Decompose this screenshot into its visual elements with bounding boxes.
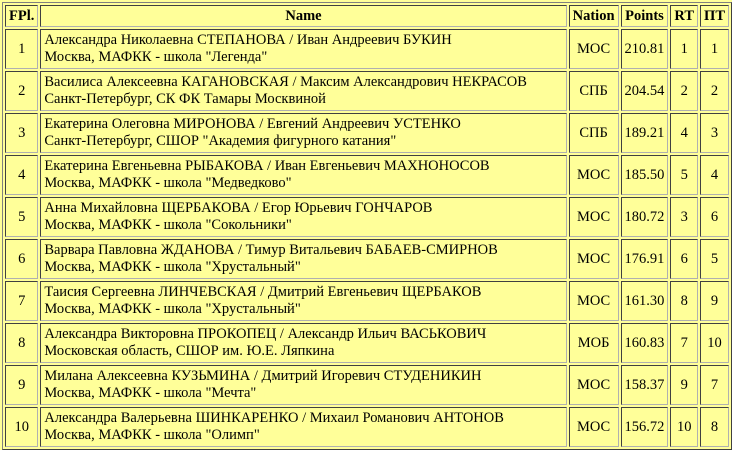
name-cell [40, 281, 566, 321]
rt-cell: 1 [670, 29, 698, 69]
header-name: Name [40, 5, 566, 27]
nation-cell: МОС [569, 365, 619, 405]
place-cell: 7 [5, 281, 38, 321]
name-cell [40, 407, 566, 447]
header-points: Points [621, 5, 669, 27]
rt-cell: 5 [670, 155, 698, 195]
table-row [5, 239, 729, 279]
rt-cell: 10 [670, 407, 698, 447]
rt-cell: 7 [670, 323, 698, 363]
rt-cell: 3 [670, 197, 698, 237]
pt-cell: 2 [700, 71, 729, 111]
pt-cell: 9 [700, 281, 729, 321]
pt-cell: 1 [700, 29, 729, 69]
table-row [5, 29, 729, 69]
header-rt: RT [670, 5, 698, 27]
place-cell: 6 [5, 239, 38, 279]
club-name: Москва, МАФКК - школа "Сокольники" [44, 217, 292, 233]
place-cell: 10 [5, 407, 38, 447]
pt-cell: 4 [700, 155, 729, 195]
pt-cell: 8 [700, 407, 729, 447]
rt-cell: 9 [670, 365, 698, 405]
pt-cell: 3 [700, 113, 729, 153]
place-cell: 1 [5, 29, 38, 69]
header-nation: Nation [569, 5, 619, 27]
pt-cell: 10 [700, 323, 729, 363]
nation-cell: МОС [569, 197, 619, 237]
table-row [5, 407, 729, 447]
name-cell [40, 113, 566, 153]
points-cell: 180.72 [621, 197, 669, 237]
header-fpl: FPl. [5, 5, 38, 27]
club-name: Москва, МАФКК - школа "Медведково" [44, 175, 292, 191]
nation-cell: МОБ [569, 323, 619, 363]
pair-names: Таисия Сергеевна ЛИНЧЕВСКАЯ / Дмитрий Евгеньевич ЩЕРБАКОВ [44, 284, 482, 300]
name-cell [40, 239, 566, 279]
place-cell: 9 [5, 365, 38, 405]
rt-cell: 8 [670, 281, 698, 321]
table-row [5, 197, 729, 237]
pair-names: Екатерина Евгеньевна РЫБАКОВА / Иван Евгеньевич МАХНОНОСОВ [44, 158, 490, 174]
pt-cell: 6 [700, 197, 729, 237]
points-cell: 189.21 [621, 113, 669, 153]
nation-cell: СПБ [569, 113, 619, 153]
place-cell: 5 [5, 197, 38, 237]
club-name: Московская область, СШОР им. Ю.Е. Ляпкина [44, 343, 335, 359]
pair-names: Александра Викторовна ПРОКОПЕЦ / Александр Ильич ВАСЬКОВИЧ [44, 326, 487, 342]
points-cell: 158.37 [621, 365, 669, 405]
rt-cell: 4 [670, 113, 698, 153]
table-row [5, 323, 729, 363]
table-row [5, 113, 729, 153]
pair-names: Александра Валерьевна ШИНКАРЕНКО / Михаил Романович АНТОНОВ [44, 410, 504, 426]
name-cell [40, 323, 566, 363]
points-cell: 210.81 [621, 29, 669, 69]
nation-cell: МОС [569, 407, 619, 447]
name-cell [40, 29, 566, 69]
nation-cell: МОС [569, 281, 619, 321]
place-cell: 3 [5, 113, 38, 153]
name-cell [40, 155, 566, 195]
club-name: Москва, МАФКК - школа "Легенда" [44, 49, 268, 65]
table-row [5, 365, 729, 405]
club-name: Москва, МАФКК - школа "Олимп" [44, 427, 260, 443]
place-cell: 4 [5, 155, 38, 195]
table-row [5, 155, 729, 195]
club-name: Москва, МАФКК - школа "Хрустальный" [44, 259, 301, 275]
rt-cell: 6 [670, 239, 698, 279]
pt-cell: 7 [700, 365, 729, 405]
rt-cell: 2 [670, 71, 698, 111]
points-cell: 204.54 [621, 71, 669, 111]
pair-names: Василиса Алексеевна КАГАНОВСКАЯ / Максим Александрович НЕКРАСОВ [44, 74, 527, 90]
pair-names: Варвара Павловна ЖДАНОВА / Тимур Витальевич БАБАЕВ-СМИРНОВ [44, 242, 498, 258]
pair-names: Александра Николаевна СТЕПАНОВА / Иван Андреевич БУКИН [44, 32, 452, 48]
place-cell: 8 [5, 323, 38, 363]
pair-names: Екатерина Олеговна МИРОНОВА / Евгений Андреевич УСТЕНКО [44, 116, 461, 132]
name-cell [40, 365, 566, 405]
results-body [5, 29, 729, 447]
pair-names: Милана Алексеевна КУЗЬМИНА / Дмитрий Игоревич СТУДЕНИКИН [44, 368, 482, 384]
nation-cell: СПБ [569, 71, 619, 111]
club-name: Москва, МАФКК - школа "Мечта" [44, 385, 257, 401]
header-row [5, 5, 729, 27]
points-cell: 185.50 [621, 155, 669, 195]
points-cell: 176.91 [621, 239, 669, 279]
pt-cell: 5 [700, 239, 729, 279]
nation-cell: МОС [569, 239, 619, 279]
header-pt: ПТ [700, 5, 729, 27]
club-name: Санкт-Петербург, СК ФК Тамары Москвиной [44, 91, 326, 107]
place-cell: 2 [5, 71, 38, 111]
points-cell: 160.83 [621, 323, 669, 363]
results-table [2, 2, 732, 450]
table-row [5, 281, 729, 321]
club-name: Санкт-Петербург, СШОР "Академия фигурного катания" [44, 133, 397, 149]
nation-cell: МОС [569, 155, 619, 195]
club-name: Москва, МАФКК - школа "Хрустальный" [44, 301, 301, 317]
name-cell [40, 197, 566, 237]
points-cell: 161.30 [621, 281, 669, 321]
name-cell [40, 71, 566, 111]
points-cell: 156.72 [621, 407, 669, 447]
table-row [5, 71, 729, 111]
pair-names: Анна Михайловна ЩЕРБАКОВА / Егор Юрьевич ГОНЧАРОВ [44, 200, 433, 216]
nation-cell: МОС [569, 29, 619, 69]
